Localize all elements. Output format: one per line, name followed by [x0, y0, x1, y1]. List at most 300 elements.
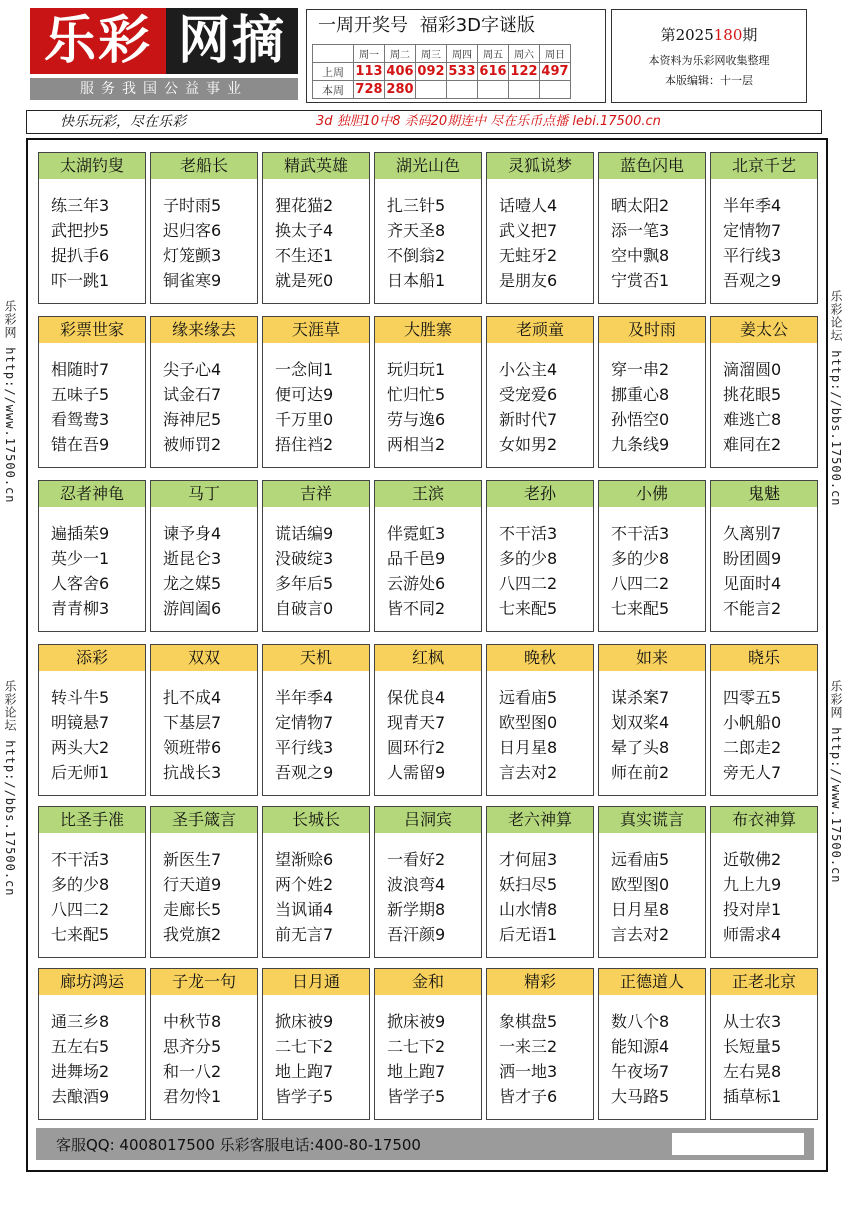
riddle-card-title: 小佛	[599, 481, 705, 507]
riddle-line: 滴溜圆0	[723, 360, 782, 379]
riddle-line: 象棋盘5	[499, 1012, 558, 1031]
riddle-line: 多的少8	[499, 549, 558, 568]
riddle-line: 小帆船0	[723, 713, 782, 732]
riddle-line: 青青柳3	[51, 599, 110, 618]
riddle-line: 二七下2	[275, 1037, 334, 1056]
riddle-card-body	[375, 671, 481, 785]
riddle-line: 日本船1	[387, 271, 446, 290]
riddle-card	[150, 806, 258, 958]
riddle-line: 被师罚2	[163, 435, 222, 454]
riddle-line: 远看庙5	[611, 850, 670, 869]
riddle-card	[374, 806, 482, 958]
issue-prefix: 第2025	[660, 26, 714, 44]
riddle-card-title: 晚秋	[487, 645, 593, 671]
riddle-card-body	[711, 833, 817, 947]
riddle-card-title: 灵狐说梦	[487, 153, 593, 179]
riddle-line: 师在前2	[611, 763, 670, 782]
riddle-card-body	[375, 179, 481, 293]
riddle-card	[262, 316, 370, 468]
riddle-card-title: 廊坊鸿运	[39, 969, 145, 995]
riddle-line: 两个姓2	[275, 875, 334, 894]
riddle-card-body	[711, 507, 817, 621]
riddle-line: 品千邑9	[387, 549, 446, 568]
riddle-card	[262, 152, 370, 304]
weekly-draw-title-b: 福彩3D字谜版	[419, 15, 536, 36]
riddle-card	[38, 316, 146, 468]
riddle-card-title: 忍者神龟	[39, 481, 145, 507]
riddle-line: 皆学子5	[275, 1087, 334, 1106]
riddle-card-body	[263, 995, 369, 1109]
riddle-line: 欧型图0	[611, 875, 670, 894]
riddle-line: 七来配5	[51, 925, 110, 944]
draw-number: 497	[541, 64, 569, 79]
riddle-card-title: 姜太公	[711, 317, 817, 343]
riddle-card-body	[151, 179, 257, 293]
riddle-line: 挑花眼5	[723, 385, 782, 404]
riddle-line: 换太子4	[275, 221, 334, 240]
riddle-line: 君勿怜1	[163, 1087, 222, 1106]
riddle-card-body	[487, 671, 593, 785]
riddle-line: 是朋友6	[499, 271, 558, 290]
riddle-line: 五左右5	[51, 1037, 110, 1056]
riddle-line: 伴霓虹3	[387, 524, 446, 543]
riddle-line: 数八个8	[611, 1012, 670, 1031]
riddle-card-title: 日月通	[263, 969, 369, 995]
riddle-line: 吓一跳1	[51, 271, 110, 290]
riddle-card-body	[151, 343, 257, 457]
riddle-line: 二郎走2	[723, 738, 782, 757]
day-header: 周四	[447, 45, 478, 63]
riddle-line: 五味子5	[51, 385, 110, 404]
riddle-card-title: 金和	[375, 969, 481, 995]
riddle-line: 遍插茱9	[51, 524, 110, 543]
riddle-card-body	[599, 179, 705, 293]
draw-number: 113	[355, 64, 383, 79]
riddle-card-title: 老船长	[151, 153, 257, 179]
riddle-line: 一看好2	[387, 850, 446, 869]
riddle-card-body	[151, 671, 257, 785]
riddle-line: 不干活3	[499, 524, 558, 543]
riddle-card-title: 子龙一句	[151, 969, 257, 995]
riddle-card-body	[487, 343, 593, 457]
riddle-line: 子时雨5	[163, 196, 222, 215]
riddle-card	[598, 968, 706, 1120]
riddle-line: 日月星8	[611, 900, 670, 919]
riddle-card-title: 吕洞宾	[375, 807, 481, 833]
riddle-card-body	[599, 671, 705, 785]
riddle-line: 近敬佛2	[723, 850, 782, 869]
riddle-line: 多的少8	[51, 875, 110, 894]
riddle-card	[38, 968, 146, 1120]
riddle-card	[374, 968, 482, 1120]
riddle-card-body	[39, 995, 145, 1109]
riddle-card	[150, 480, 258, 632]
riddle-line: 话噎人4	[499, 196, 558, 215]
draw-number	[447, 81, 478, 99]
riddle-card-body	[599, 343, 705, 457]
riddle-line: 二七下2	[387, 1037, 446, 1056]
riddle-line: 人客舍6	[51, 574, 110, 593]
riddle-line: 走廊长5	[163, 900, 222, 919]
riddle-card	[150, 968, 258, 1120]
side-link-forum[interactable]: 乐彩论坛 http://bbs.17500.cn	[829, 290, 843, 507]
riddle-line: 新学期8	[387, 900, 446, 919]
riddle-line: 人需留9	[387, 763, 446, 782]
riddle-line: 穿一串2	[611, 360, 670, 379]
issue-number	[611, 24, 807, 45]
riddle-card-title: 北京千艺	[711, 153, 817, 179]
riddle-card-title: 老六神算	[487, 807, 593, 833]
riddle-line: 就是死0	[275, 271, 334, 290]
riddle-card	[374, 644, 482, 796]
riddle-line: 才何屈3	[499, 850, 558, 869]
riddle-line: 晒太阳2	[611, 196, 670, 215]
draw-number: 728	[355, 82, 383, 97]
draw-number	[540, 81, 571, 99]
riddle-line: 从士农3	[723, 1012, 782, 1031]
riddle-card	[262, 480, 370, 632]
riddle-card	[150, 152, 258, 304]
riddle-line: 吾观之9	[723, 271, 782, 290]
riddle-line: 掀床被9	[275, 1012, 334, 1031]
editor-note: 本版编辑：十一层	[665, 74, 753, 87]
riddle-card	[486, 644, 594, 796]
riddle-line: 难逃亡8	[723, 410, 782, 429]
riddle-card-title: 彩票世家	[39, 317, 145, 343]
riddle-card-body	[263, 179, 369, 293]
banner-promo-link[interactable]: 3d 独胆10中8 杀码20期连中 尽在乐币点播 lebi.17500.cn	[316, 114, 661, 129]
riddle-card	[262, 644, 370, 796]
riddle-card-body	[599, 995, 705, 1109]
riddle-card-body	[487, 995, 593, 1109]
riddle-line: 试金石7	[163, 385, 222, 404]
riddle-card-title: 双双	[151, 645, 257, 671]
riddle-card-title: 老孙	[487, 481, 593, 507]
riddle-line: 便可达9	[275, 385, 334, 404]
day-header: 周三	[416, 45, 447, 63]
riddle-card	[150, 644, 258, 796]
riddle-line: 狸花猫2	[275, 196, 334, 215]
riddle-line: 我党旗2	[163, 925, 222, 944]
riddle-line: 捂住裆2	[275, 435, 334, 454]
riddle-card-body	[39, 507, 145, 621]
riddle-card-title: 蓝色闪电	[599, 153, 705, 179]
riddle-line: 左右晃8	[723, 1062, 782, 1081]
riddle-line: 武把抄5	[51, 221, 110, 240]
riddle-line: 两相当2	[387, 435, 446, 454]
riddle-line: 思齐分5	[163, 1037, 222, 1056]
riddle-line: 逝昆仑3	[163, 549, 222, 568]
riddle-line: 云游处6	[387, 574, 446, 593]
riddle-card	[486, 968, 594, 1120]
riddle-card-body	[711, 343, 817, 457]
riddle-line: 掀床被9	[387, 1012, 446, 1031]
day-header: 周一	[354, 45, 385, 63]
riddle-card	[38, 806, 146, 958]
riddle-card-title: 缘来缘去	[151, 317, 257, 343]
riddle-line: 吾汗颜9	[387, 925, 446, 944]
riddle-card	[710, 152, 818, 304]
riddle-card	[598, 644, 706, 796]
riddle-card	[374, 316, 482, 468]
day-header: 周六	[509, 45, 540, 63]
riddle-line: 久离别7	[723, 524, 782, 543]
riddle-line: 皆才子6	[499, 1087, 558, 1106]
side-link-forum[interactable]: 乐彩论坛 http://bbs.17500.cn	[3, 680, 17, 897]
riddle-card-body	[151, 507, 257, 621]
riddle-line: 平行线3	[723, 246, 782, 265]
riddle-line: 妖扫尽5	[499, 875, 558, 894]
day-header: 周五	[478, 45, 509, 63]
riddle-card-body	[39, 343, 145, 457]
riddle-line: 旁无人7	[723, 763, 782, 782]
issue-value: 180	[713, 26, 743, 44]
riddle-card-title: 天机	[263, 645, 369, 671]
riddle-line: 明镜悬7	[51, 713, 110, 732]
riddle-card	[262, 806, 370, 958]
riddle-card-title: 真实谎言	[599, 807, 705, 833]
riddle-line: 相随时7	[51, 360, 110, 379]
riddle-line: 欧型图0	[499, 713, 558, 732]
riddle-line: 无蛀牙2	[499, 246, 558, 265]
riddle-line: 半年季4	[723, 196, 782, 215]
riddle-line: 长短量5	[723, 1037, 782, 1056]
riddle-line: 插草标1	[723, 1087, 782, 1106]
riddle-card	[374, 152, 482, 304]
riddle-card	[486, 316, 594, 468]
riddle-line: 下基层7	[163, 713, 222, 732]
riddle-card-body	[39, 179, 145, 293]
riddle-line: 灯笼颤3	[163, 246, 222, 265]
riddle-line: 通三乡8	[51, 1012, 110, 1031]
riddle-card-body	[39, 833, 145, 947]
riddle-line: 日月星8	[499, 738, 558, 757]
riddle-line: 尖子心4	[163, 360, 222, 379]
riddle-line: 半年季4	[275, 688, 334, 707]
riddle-card-title: 精武英雄	[263, 153, 369, 179]
riddle-line: 武义把7	[499, 221, 558, 240]
riddle-line: 后无语1	[499, 925, 558, 944]
riddle-card-body	[599, 507, 705, 621]
riddle-card-title: 吉祥	[263, 481, 369, 507]
riddle-card-body	[263, 833, 369, 947]
riddle-line: 新医生7	[163, 850, 222, 869]
draw-number	[478, 81, 509, 99]
riddle-line: 不干活3	[51, 850, 110, 869]
riddle-card-title: 比圣手准	[39, 807, 145, 833]
draw-number: 122	[510, 64, 538, 79]
riddle-line: 受宠爱6	[499, 385, 558, 404]
riddle-line: 添一笔3	[611, 221, 670, 240]
riddle-line: 保优良4	[387, 688, 446, 707]
riddle-card-title: 湖光山色	[375, 153, 481, 179]
riddle-line: 投对岸1	[723, 900, 782, 919]
riddle-line: 海神尼5	[163, 410, 222, 429]
weekly-draw-table	[312, 44, 571, 99]
riddle-line: 言去对2	[611, 925, 670, 944]
riddle-card-title: 圣手箴言	[151, 807, 257, 833]
riddle-line: 不倒翁2	[387, 246, 446, 265]
draw-number: 406	[386, 64, 414, 79]
day-header: 周二	[385, 45, 416, 63]
riddle-line: 错在吾9	[51, 435, 110, 454]
riddle-line: 游闾阖6	[163, 599, 222, 618]
riddle-card	[150, 316, 258, 468]
riddle-line: 当讽诵4	[275, 900, 334, 919]
riddle-line: 前无言7	[275, 925, 334, 944]
riddle-card-title: 马丁	[151, 481, 257, 507]
riddle-card	[710, 316, 818, 468]
riddle-line: 地上跑7	[275, 1062, 334, 1081]
riddle-line: 见面时4	[723, 574, 782, 593]
riddle-line: 空中飘8	[611, 246, 670, 265]
riddle-line: 盼团圆9	[723, 549, 782, 568]
riddle-line: 九上九9	[723, 875, 782, 894]
riddle-card	[710, 968, 818, 1120]
riddle-line: 英少一1	[51, 549, 110, 568]
riddle-line: 皆不同2	[387, 599, 446, 618]
source-note: 本资料为乐彩网收集整理	[648, 54, 770, 67]
riddle-line: 抗战长3	[163, 763, 222, 782]
riddle-card-title: 精彩	[487, 969, 593, 995]
riddle-card	[38, 644, 146, 796]
riddle-line: 龙之媒5	[163, 574, 222, 593]
this-week-label: 本周	[313, 81, 354, 99]
riddle-line: 没破绽3	[275, 549, 334, 568]
riddle-line: 多年后5	[275, 574, 334, 593]
riddle-card-title: 大胜寨	[375, 317, 481, 343]
riddle-line: 进舞场2	[51, 1062, 110, 1081]
riddle-card-body	[487, 179, 593, 293]
riddle-card-body	[151, 995, 257, 1109]
riddle-line: 皆学子5	[387, 1087, 446, 1106]
riddle-card-title: 红枫	[375, 645, 481, 671]
riddle-line: 不干活3	[611, 524, 670, 543]
draw-number	[509, 81, 540, 99]
riddle-line: 言去对2	[499, 763, 558, 782]
riddle-line: 捉扒手6	[51, 246, 110, 265]
riddle-line: 远看庙5	[499, 688, 558, 707]
riddle-card-body	[375, 507, 481, 621]
last-week-label: 上周	[313, 63, 354, 81]
riddle-card	[598, 806, 706, 958]
riddle-line: 难同在2	[723, 435, 782, 454]
riddle-line: 自破言0	[275, 599, 334, 618]
riddle-card-title: 老顽童	[487, 317, 593, 343]
riddle-card	[598, 480, 706, 632]
weekly-draw-title-a: 一周开奖号	[318, 15, 408, 36]
riddle-line: 多的少8	[611, 549, 670, 568]
riddle-card-title: 布衣神算	[711, 807, 817, 833]
riddle-card	[38, 480, 146, 632]
riddle-card-body	[711, 995, 817, 1109]
riddle-card-title: 添彩	[39, 645, 145, 671]
riddle-card-body	[375, 995, 481, 1109]
footer-blank-box	[672, 1133, 804, 1155]
riddle-line: 练三年3	[51, 196, 110, 215]
riddle-card	[710, 480, 818, 632]
riddle-card-body	[263, 507, 369, 621]
riddle-line: 师需求4	[723, 925, 782, 944]
riddle-line: 山水情8	[499, 900, 558, 919]
riddle-card	[486, 152, 594, 304]
riddle-line: 转斗牛5	[51, 688, 110, 707]
draw-number	[416, 81, 447, 99]
issue-suffix: 期	[742, 26, 758, 44]
riddle-card-body	[487, 833, 593, 947]
riddle-card	[38, 152, 146, 304]
riddle-line: 新时代7	[499, 410, 558, 429]
riddle-line: 波浪弯4	[387, 875, 446, 894]
riddle-line: 谎话编9	[275, 524, 334, 543]
side-link-website[interactable]: 乐彩网 http://www.17500.cn	[3, 300, 17, 504]
riddle-line: 午夜场7	[611, 1062, 670, 1081]
riddle-line: 吾观之9	[275, 763, 334, 782]
riddle-card-title: 如来	[599, 645, 705, 671]
riddle-line: 洒一地3	[499, 1062, 558, 1081]
riddle-card-body	[487, 507, 593, 621]
riddle-line: 劳与逸6	[387, 410, 446, 429]
riddle-line: 和一八2	[163, 1062, 222, 1081]
riddle-line: 不生还1	[275, 246, 334, 265]
riddle-card-body	[39, 671, 145, 785]
riddle-line: 迟归客6	[163, 221, 222, 240]
banner-slogan: 快乐玩彩，尽在乐彩	[60, 114, 186, 130]
riddle-card	[598, 316, 706, 468]
customer-service-info: 客服QQ: 4008017500 乐彩客服电话:400-80-17500	[56, 1136, 421, 1154]
slogan: 服务我国公益事业	[30, 78, 298, 100]
side-link-website[interactable]: 乐彩网 http://www.17500.cn	[829, 680, 843, 884]
logo-right: 网摘	[166, 8, 298, 74]
riddle-line: 扎不成4	[163, 688, 222, 707]
riddle-line: 忙归忙5	[387, 385, 446, 404]
riddle-line: 谋杀案7	[611, 688, 670, 707]
riddle-line: 八四二2	[499, 574, 558, 593]
riddle-card-body	[711, 671, 817, 785]
riddle-line: 后无师1	[51, 763, 110, 782]
riddle-card-body	[711, 179, 817, 293]
riddle-card	[486, 480, 594, 632]
riddle-line: 不能言2	[723, 599, 782, 618]
riddle-card-title: 王滨	[375, 481, 481, 507]
riddle-line: 孙悟空0	[611, 410, 670, 429]
riddle-line: 大马路5	[611, 1087, 670, 1106]
draw-number: 533	[448, 64, 476, 79]
riddle-line: 一念间1	[275, 360, 334, 379]
riddle-card-title: 及时雨	[599, 317, 705, 343]
riddle-line: 齐天圣8	[387, 221, 446, 240]
riddle-card	[262, 968, 370, 1120]
riddle-card	[374, 480, 482, 632]
riddle-line: 中秋节8	[163, 1012, 222, 1031]
riddle-line: 宁赏否1	[611, 271, 670, 290]
riddle-line: 现青天7	[387, 713, 446, 732]
riddle-line: 挪重心8	[611, 385, 670, 404]
riddle-line: 一来三2	[499, 1037, 558, 1056]
draw-number: 616	[479, 64, 507, 79]
riddle-card	[710, 806, 818, 958]
riddle-line: 八四二2	[611, 574, 670, 593]
riddle-card-body	[151, 833, 257, 947]
riddle-line: 八四二2	[51, 900, 110, 919]
riddle-line: 晕了头8	[611, 738, 670, 757]
riddle-card-body	[263, 343, 369, 457]
riddle-line: 圆环行2	[387, 738, 446, 757]
riddle-line: 定情物7	[723, 221, 782, 240]
logo-left: 乐彩	[30, 8, 166, 74]
draw-number: 092	[417, 64, 445, 79]
riddle-line: 谏予身4	[163, 524, 222, 543]
